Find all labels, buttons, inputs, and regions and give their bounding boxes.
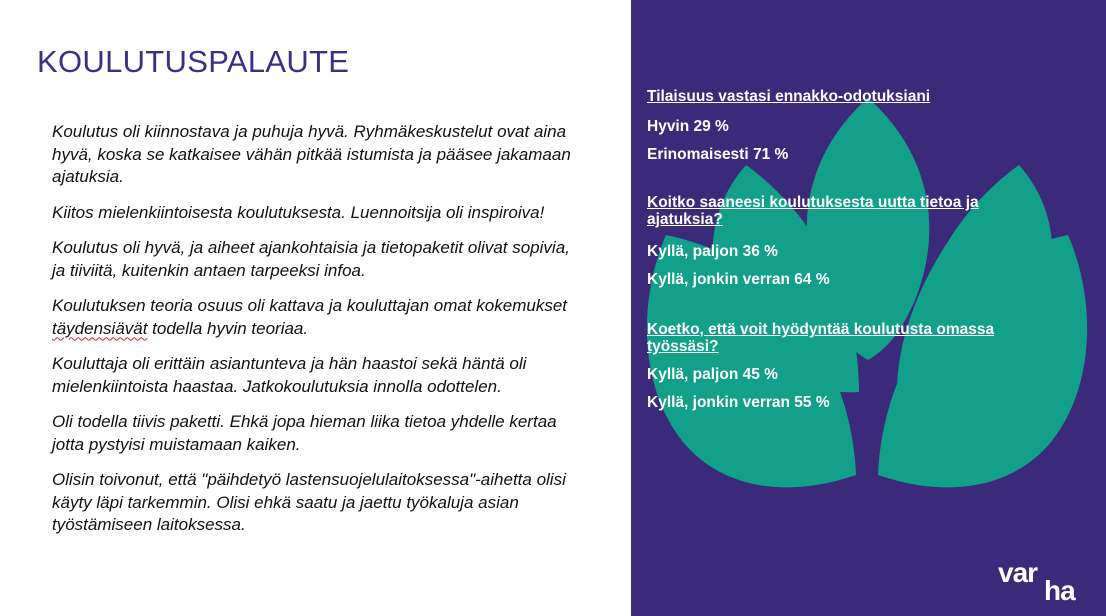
spellcheck-flagged-word: täydensiävät (52, 318, 148, 338)
feedback-comment-6: Oli todella tiivis paketti. Ehkä jopa hieman liika tietoa yhdelle kertaa jotta pystyisi muistamaan kaiken. (52, 412, 557, 454)
survey-answer-2b: Kyllä, jonkin verran 64 % (647, 271, 830, 288)
feedback-comment-5: Kouluttaja oli erittäin asiantunteva ja hän haastoi sekä häntä oli mielenkiintoista haastaa. Jatkokoulutuksia innolla odottelen. (52, 354, 527, 396)
feedback-comment-4 (52, 295, 582, 340)
survey-answer-1a: Hyvin 29 % (647, 118, 729, 135)
feedback-list (52, 121, 582, 550)
feedback-comment-1: Koulutus oli kiinnostava ja puhuja hyvä. Ryhmäkeskustelut ovat aina hyvä, koska se katkaisee vähän pitkää istumista ja pääsee jakamaan ajatuksia. (52, 122, 571, 186)
survey-answer-3a: Kyllä, paljon 45 % (647, 366, 778, 383)
varha-logo (998, 557, 1090, 606)
slide-title: KOULUTUSPALAUTE (37, 44, 350, 79)
feedback-comment-4-start: Koulutuksen teoria osuus oli kattava ja kouluttajan omat kokemukset (52, 296, 568, 315)
survey-question-3: Koetko, että voit hyödyntää koulutusta omassa työssäsi? (647, 321, 995, 355)
logo-line-2: ha (1044, 575, 1075, 606)
survey-results (647, 88, 1057, 411)
survey-answer-3b: Kyllä, jonkin verran 55 % (647, 394, 830, 411)
survey-question-2: Koitko saaneesi koulutuksesta uutta tietoa ja ajatuksia? (647, 194, 979, 228)
slide-right-panel (631, 0, 1106, 616)
feedback-comment-3: Koulutus oli hyvä, ja aiheet ajankohtaisia ja tietopaketit olivat sopivia, ja tiiviitä, kuitenkin antaen tarpeeksi infoa. (52, 238, 570, 280)
feedback-comment-4-end: todella hyvin teoriaa. (147, 318, 309, 338)
feedback-comment-2: Kiitos mielenkiintoisesta koulutuksesta. Luennoitsija oli inspiroiva! (52, 202, 545, 222)
logo-line-1: var (998, 557, 1038, 588)
survey-answer-1b: Erinomaisesti 71 % (647, 146, 789, 163)
survey-answer-2a: Kyllä, paljon 36 % (647, 243, 778, 260)
survey-question-1: Tilaisuus vastasi ennakko-odotuksiani (647, 88, 931, 105)
feedback-comment-7: Olisin toivonut, että "päihdetyö lastensuojelulaitoksessa"-aihetta olisi käyty läpi tarkemmin. Olisi ehkä saatu ja jaettu työkaluja asian työstämiseen laitoksessa. (52, 470, 566, 534)
